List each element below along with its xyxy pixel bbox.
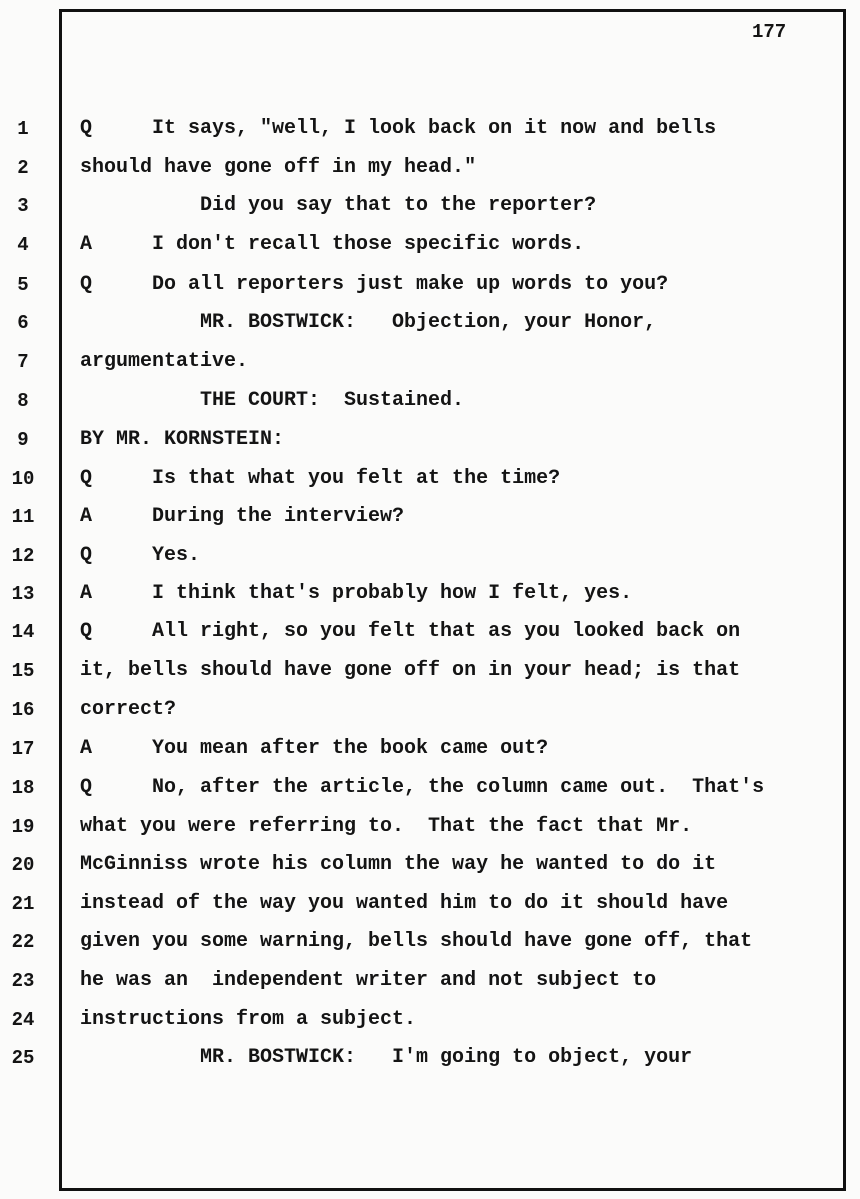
transcript-line: it, bells should have gone off on in your head; is that (80, 659, 741, 682)
transcript-line: argumentative. (80, 350, 249, 373)
transcript-line: he was an independent writer and not subject to (80, 969, 657, 992)
line-number: 12 (11, 545, 35, 567)
line-number: 9 (17, 429, 29, 451)
line-number: 19 (11, 816, 35, 838)
line-number: 13 (11, 583, 35, 605)
line-number: 15 (11, 660, 35, 682)
transcript-line: should have gone off in my head." (80, 156, 477, 179)
line-number: 2 (17, 157, 29, 179)
line-number: 25 (11, 1047, 35, 1069)
line-number: 5 (17, 274, 29, 296)
transcript-line: BY MR. KORNSTEIN: (80, 428, 285, 451)
transcript-line: Did you say that to the reporter? (80, 194, 597, 217)
line-number: 14 (11, 621, 35, 643)
transcript-line: Q It says, "well, I look back on it now and bells (80, 117, 717, 140)
line-number: 1 (17, 118, 29, 140)
transcript-line: A During the interview? (80, 505, 405, 528)
line-number: 17 (11, 738, 35, 760)
transcript-line: Q No, after the article, the column came out. That's (80, 776, 765, 799)
transcript-line: Q All right, so you felt that as you looked back on (80, 620, 741, 643)
transcript-line: instructions from a subject. (80, 1008, 417, 1031)
line-number: 7 (17, 351, 29, 373)
line-number: 23 (11, 970, 35, 992)
transcript-line: Q Do all reporters just make up words to you? (80, 273, 669, 296)
line-number: 20 (11, 854, 35, 876)
line-number: 6 (17, 312, 29, 334)
line-number: 18 (11, 777, 35, 799)
transcript-line: THE COURT: Sustained. (80, 389, 465, 412)
transcript-line: Q Yes. (80, 544, 201, 567)
transcript-line: A You mean after the book came out? (80, 737, 549, 760)
transcript-line: A I don't recall those specific words. (80, 233, 585, 256)
transcript-line: Q Is that what you felt at the time? (80, 467, 561, 490)
line-number: 3 (17, 195, 29, 217)
line-number: 21 (11, 893, 35, 915)
transcript-line: instead of the way you wanted him to do it should have (80, 892, 729, 915)
line-number: 16 (11, 699, 35, 721)
line-number: 22 (11, 931, 35, 953)
line-number: 4 (17, 234, 29, 256)
transcript-line: MR. BOSTWICK: Objection, your Honor, (80, 311, 657, 334)
line-number: 11 (11, 506, 35, 528)
transcript-line: what you were referring to. That the fact that Mr. (80, 815, 693, 838)
transcript-line: given you some warning, bells should have gone off, that (80, 930, 753, 953)
page-number: 177 (752, 21, 787, 43)
line-number: 10 (11, 468, 35, 490)
transcript-line: correct? (80, 698, 177, 721)
line-number: 24 (11, 1009, 35, 1031)
transcript-line: McGinniss wrote his column the way he wanted to do it (80, 853, 717, 876)
line-number: 8 (17, 390, 29, 412)
transcript-line: A I think that's probably how I felt, yes. (80, 582, 633, 605)
transcript-line: MR. BOSTWICK: I'm going to object, your (80, 1046, 693, 1069)
